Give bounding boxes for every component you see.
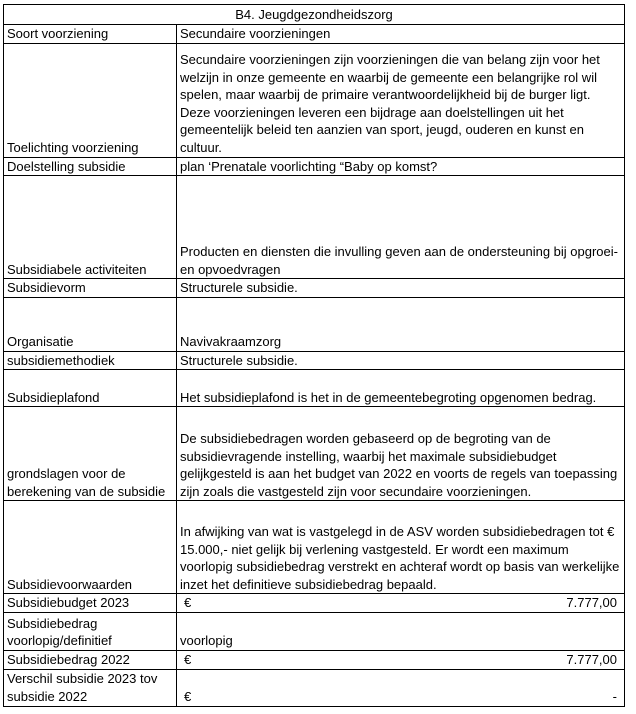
label-grondslagen-berekening: grondslagen voor de berekening van de subsidie bbox=[4, 407, 177, 501]
label-soort-voorziening: Soort voorziening bbox=[4, 25, 177, 44]
amount-subsidiebudget-2023: 7.777,00 bbox=[566, 595, 617, 611]
label-subsidievoorwaarden: Subsidievoorwaarden bbox=[4, 501, 177, 594]
label-organisatie: Organisatie bbox=[4, 297, 177, 351]
value-subsidiebedrag-2022 bbox=[177, 650, 625, 669]
label-subsidieplafond: Subsidieplafond bbox=[4, 370, 177, 407]
value-subsidiabele-activiteiten: Producten en diensten die invulling geven aan de ondersteuning bij opgroei- en opvoedvragen bbox=[177, 176, 625, 279]
label-verschil-subsidie: Verschil subsidie 2023 tov subsidie 2022 bbox=[4, 669, 177, 706]
currency-symbol: € bbox=[184, 688, 192, 704]
label-subsidiabele-activiteiten: Subsidiabele activiteiten bbox=[4, 176, 177, 279]
amount-verschil-subsidie: - bbox=[612, 688, 617, 704]
subsidy-table bbox=[3, 4, 625, 707]
label-toelichting-voorziening: Toelichting voorziening bbox=[4, 43, 177, 157]
value-soort-voorziening: Secundaire voorzieningen bbox=[177, 25, 625, 44]
value-subsidievoorwaarden: In afwijking van wat is vastgelegd in de ASV worden subsidiebedragen tot € 15.000,- niet gelijk bij verlening vastgesteld. Er wordt een maximum voorlopig subsidiebedrag verstrekt en achteraf wordt op basis van werkelijke inzet het definitieve subsidiebedrag bepaald. bbox=[177, 501, 625, 594]
value-grondslagen-berekening: De subsidiebedragen worden gebaseerd op de begroting van de subsidievragende instelling, waarbij het maximale subsidiebudget gelijkgesteld is aan het budget van 2022 en voorts de regels van toepassing zijn zoals die vastgesteld zijn voor secundaire voorzieningen. bbox=[177, 407, 625, 501]
value-subsidiebedrag-voorlopig-definitief: voorlopig bbox=[177, 612, 625, 650]
value-subsidievorm: Structurele subsidie. bbox=[177, 279, 625, 298]
value-doelstelling-subsidie: plan ‘Prenatale voorlichting “Baby op komst? bbox=[177, 157, 625, 176]
value-verschil-subsidie bbox=[177, 669, 625, 706]
label-subsidiebedrag-voorlopig-definitief: Subsidiebedrag voorlopig/definitief bbox=[4, 612, 177, 650]
label-subsidiemethodiek: subsidiemethodiek bbox=[4, 351, 177, 370]
label-doelstelling-subsidie: Doelstelling subsidie bbox=[4, 157, 177, 176]
label-subsidiebedrag-2022: Subsidiebedrag 2022 bbox=[4, 650, 177, 669]
value-organisatie: Navivakraamzorg bbox=[177, 297, 625, 351]
value-toelichting-voorziening: Secundaire voorzieningen zijn voorzieningen die van belang zijn voor het welzijn in onze gemeente en waarbij de gemeente een belangrijke rol wil spelen, maar waarbij de primaire verantwoordelijkheid bij de burger ligt. Deze voorzieningen leveren een bijdrage aan doelstellingen uit het gemeentelijk beleid ten aanzien van sport, jeugd, ouderen en kunst en cultuur. bbox=[177, 43, 625, 157]
amount-subsidiebedrag-2022: 7.777,00 bbox=[566, 651, 617, 667]
currency-symbol: € bbox=[184, 651, 192, 667]
value-subsidieplafond: Het subsidieplafond is het in de gemeentebegroting opgenomen bedrag. bbox=[177, 370, 625, 407]
value-subsidiemethodiek: Structurele subsidie. bbox=[177, 351, 625, 370]
label-subsidievorm: Subsidievorm bbox=[4, 279, 177, 298]
table-title: B4. Jeugdgezondheidszorg bbox=[4, 5, 625, 25]
currency-symbol: € bbox=[184, 595, 192, 611]
label-subsidiebudget-2023: Subsidiebudget 2023 bbox=[4, 594, 177, 613]
value-subsidiebudget-2023 bbox=[177, 594, 625, 613]
